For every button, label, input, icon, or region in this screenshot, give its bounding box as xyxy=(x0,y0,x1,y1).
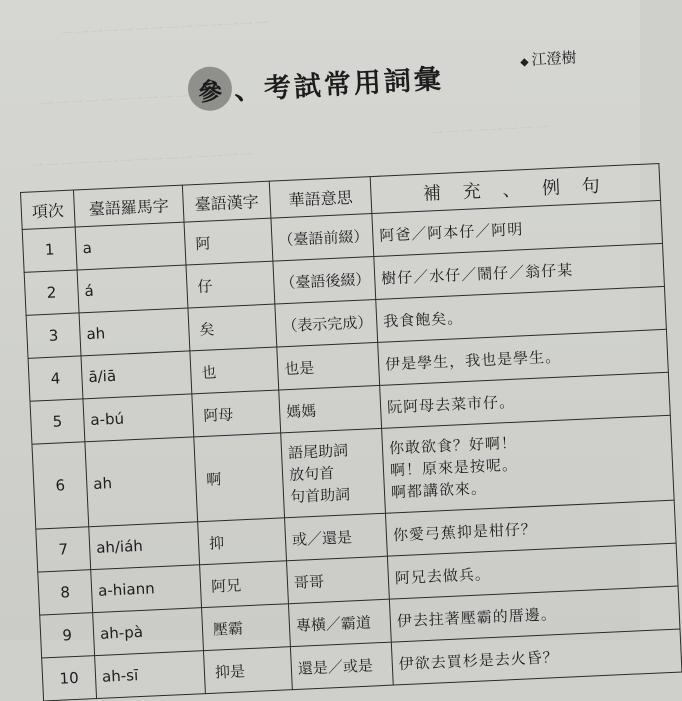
cell-example: 阮阿母去菜市仔。 xyxy=(380,372,671,428)
cell-romanization: ah xyxy=(85,437,198,527)
author-name: 江澄樹 xyxy=(531,48,577,69)
col-header-example: 補 充 、 例 句 xyxy=(370,163,660,213)
cell-meaning: 專橫／霸道 xyxy=(288,599,391,647)
cell-example: 伊欲去買杉是去火昏？ xyxy=(391,629,682,685)
bleed-through-text: 一一一一一一一一一一一一一一一 xyxy=(29,148,256,175)
cell-example: 伊是學生，我也是學生。 xyxy=(378,329,669,385)
cell-number: 4 xyxy=(28,356,83,401)
cell-romanization: á xyxy=(77,265,188,313)
bleed-through-text: 一一一一一一一一一一一一一一 xyxy=(59,16,271,43)
cell-hanzi: 抑是 xyxy=(203,647,292,694)
cell-number: 5 xyxy=(30,399,85,444)
cell-hanzi: 仔 xyxy=(186,261,275,308)
cell-hanzi: 阿兄 xyxy=(200,561,289,608)
cell-number: 2 xyxy=(24,270,79,315)
cell-number: 1 xyxy=(22,227,77,272)
cell-meaning xyxy=(281,428,386,517)
cell-example: 阿兄去做兵。 xyxy=(387,543,678,599)
cell-meaning: 媽媽 xyxy=(279,385,382,433)
cell-romanization: ah xyxy=(79,308,190,356)
cell-meaning: 還是／或是 xyxy=(290,642,393,690)
section-title: 、考試常用詞彙 xyxy=(233,63,445,106)
cell-number: 8 xyxy=(38,570,93,615)
cell-number: 6 xyxy=(32,442,89,529)
bleed-through-text: 一一一一一一一一一一 xyxy=(39,90,191,113)
cell-example: 樹仔／水仔／鬧仔／翁仔某 xyxy=(374,243,665,299)
example-line: 啊都講欲來。 xyxy=(390,479,488,502)
cell-meaning: （臺語前綴） xyxy=(271,214,374,262)
vocabulary-table-wrap xyxy=(20,163,682,701)
col-header-number: 項次 xyxy=(21,190,76,229)
example-line: 啊！原來是按呢。 xyxy=(389,455,519,480)
cell-meaning: （表示完成） xyxy=(275,299,378,347)
bleed-through-text: 一一一一一一一一 xyxy=(429,120,551,143)
section-heading xyxy=(186,46,445,120)
cell-romanization: ā/iā xyxy=(81,351,192,399)
col-header-meaning: 華語意思 xyxy=(269,177,372,219)
diamond-marker-icon: ◆ xyxy=(519,55,529,69)
cell-number: 7 xyxy=(36,527,91,572)
meaning-line: 句首助詞 xyxy=(289,485,351,507)
cell-hanzi: 啊 xyxy=(194,433,285,522)
cell-hanzi: 抑 xyxy=(198,518,287,565)
cell-hanzi: 矣 xyxy=(188,304,277,351)
cell-example: 伊去拄著壓霸的厝邊。 xyxy=(389,586,680,642)
cell-romanization: a-hiann xyxy=(91,565,202,613)
cell-number: 10 xyxy=(42,656,97,701)
meaning-line: 放句首 xyxy=(288,464,335,485)
cell-number: 9 xyxy=(40,613,95,658)
vocabulary-table xyxy=(20,163,682,701)
cell-hanzi: 阿母 xyxy=(192,390,281,437)
cell-romanization: ah-sī xyxy=(95,651,206,699)
cell-example xyxy=(382,415,675,513)
col-header-romanization: 臺語羅馬字 xyxy=(73,185,184,227)
meaning-line: 語尾助詞 xyxy=(287,441,349,463)
cell-meaning: 哥哥 xyxy=(287,556,390,604)
cell-meaning: 也是 xyxy=(277,342,380,390)
example-line: 你敢欲食？好啊！ xyxy=(388,433,518,458)
cell-romanization: a-bú xyxy=(83,394,194,442)
cell-example: 阿爸／阿本仔／阿明 xyxy=(372,200,663,256)
cell-romanization: a xyxy=(75,222,186,270)
cell-example: 你愛弓蕉抑是柑仔？ xyxy=(385,500,676,556)
cell-number: 3 xyxy=(26,313,81,358)
section-number-badge: 參 xyxy=(187,66,233,112)
cell-hanzi: 也 xyxy=(190,347,279,394)
author-line xyxy=(519,47,577,71)
cell-example: 我食飽矣。 xyxy=(376,286,667,342)
cell-hanzi: 阿 xyxy=(184,218,273,265)
cell-romanization: ah/iáh xyxy=(89,522,200,570)
cell-romanization: ah-pà xyxy=(93,608,204,656)
col-header-hanzi: 臺語漢字 xyxy=(182,181,271,222)
cell-meaning: 或／還是 xyxy=(285,513,388,561)
cell-meaning: （臺語後綴） xyxy=(273,257,376,305)
cell-hanzi: 壓霸 xyxy=(202,604,291,651)
